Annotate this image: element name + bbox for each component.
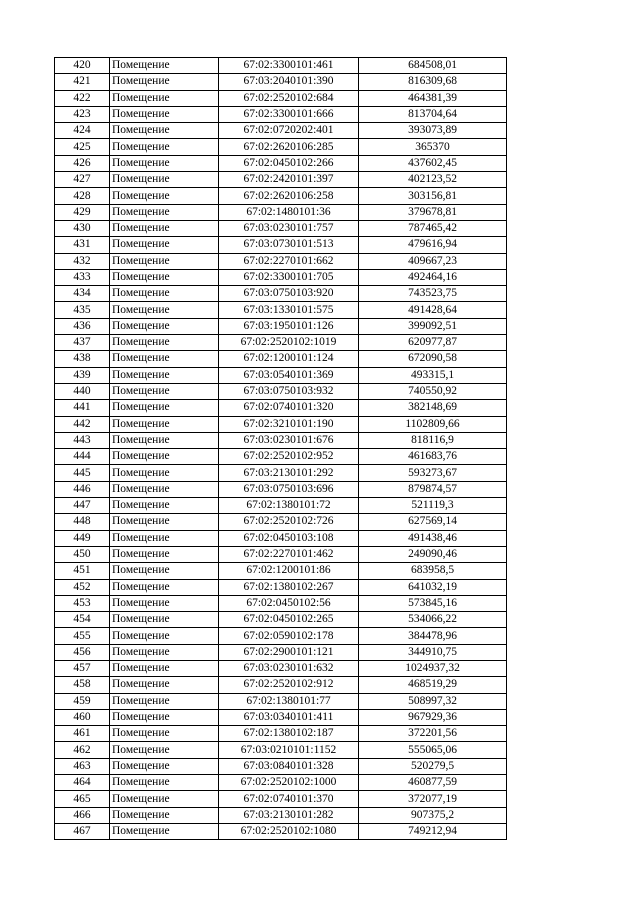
value-cell: 372201,56: [359, 726, 507, 742]
value-cell: 907375,2: [359, 807, 507, 823]
cadastral-number-cell: 67:02:3210101:190: [219, 416, 359, 432]
table-row: [55, 237, 507, 253]
cadastral-number-cell: 67:02:2520102:912: [219, 677, 359, 693]
cadastral-number-cell: 67:03:1330101:575: [219, 302, 359, 318]
value-cell: 555065,06: [359, 742, 507, 758]
table-row: [55, 595, 507, 611]
row-number-cell: 424: [55, 123, 110, 139]
object-type-cell: Помещение: [110, 775, 219, 791]
table-row: [55, 481, 507, 497]
row-number-cell: 464: [55, 775, 110, 791]
row-number-cell: 441: [55, 400, 110, 416]
value-cell: 384478,96: [359, 628, 507, 644]
row-number-cell: 463: [55, 758, 110, 774]
object-type-cell: Помещение: [110, 58, 219, 74]
row-number-cell: 458: [55, 677, 110, 693]
table-row: [55, 644, 507, 660]
value-cell: 461683,76: [359, 449, 507, 465]
value-cell: 534066,22: [359, 612, 507, 628]
object-type-cell: Помещение: [110, 237, 219, 253]
cadastral-number-cell: 67:02:0450103:108: [219, 530, 359, 546]
table-row: [55, 693, 507, 709]
cadastral-number-cell: 67:02:3300101:705: [219, 269, 359, 285]
cadastral-number-cell: 67:03:2130101:282: [219, 807, 359, 823]
table-row: [55, 220, 507, 236]
object-type-cell: Помещение: [110, 269, 219, 285]
object-type-cell: Помещение: [110, 546, 219, 562]
row-number-cell: 429: [55, 204, 110, 220]
value-cell: 818116,9: [359, 432, 507, 448]
row-number-cell: 451: [55, 563, 110, 579]
value-cell: 491438,46: [359, 530, 507, 546]
cadastral-number-cell: 67:02:2520102:1000: [219, 775, 359, 791]
table-row: [55, 416, 507, 432]
value-cell: 460877,59: [359, 775, 507, 791]
object-type-cell: Помещение: [110, 432, 219, 448]
value-cell: 520279,5: [359, 758, 507, 774]
object-type-cell: Помещение: [110, 612, 219, 628]
row-number-cell: 427: [55, 172, 110, 188]
object-type-cell: Помещение: [110, 628, 219, 644]
row-number-cell: 467: [55, 823, 110, 839]
registry-table: [54, 57, 507, 840]
value-cell: 816309,68: [359, 74, 507, 90]
value-cell: 303156,81: [359, 188, 507, 204]
value-cell: 641032,19: [359, 579, 507, 595]
object-type-cell: Помещение: [110, 90, 219, 106]
cadastral-number-cell: 67:02:2900101:121: [219, 644, 359, 660]
table-row: [55, 172, 507, 188]
object-type-cell: Помещение: [110, 481, 219, 497]
cadastral-number-cell: 67:02:2420101:397: [219, 172, 359, 188]
cadastral-number-cell: 67:02:2270101:462: [219, 546, 359, 562]
table-row: [55, 106, 507, 122]
value-cell: 1024937,32: [359, 660, 507, 676]
table-row: [55, 612, 507, 628]
cadastral-number-cell: 67:03:0840101:328: [219, 758, 359, 774]
object-type-cell: Помещение: [110, 563, 219, 579]
value-cell: 1102809,66: [359, 416, 507, 432]
row-number-cell: 444: [55, 449, 110, 465]
value-cell: 402123,52: [359, 172, 507, 188]
row-number-cell: 455: [55, 628, 110, 644]
value-cell: 627569,14: [359, 514, 507, 530]
cadastral-number-cell: 67:02:0740101:370: [219, 791, 359, 807]
cadastral-number-cell: 67:02:2270101:662: [219, 253, 359, 269]
registry-table-body: [55, 58, 507, 840]
value-cell: 468519,29: [359, 677, 507, 693]
row-number-cell: 428: [55, 188, 110, 204]
cadastral-number-cell: 67:02:2520102:952: [219, 449, 359, 465]
cadastral-number-cell: 67:02:1380102:267: [219, 579, 359, 595]
cadastral-number-cell: 67:02:2620106:285: [219, 139, 359, 155]
row-number-cell: 446: [55, 481, 110, 497]
table-row: [55, 449, 507, 465]
table-row: [55, 335, 507, 351]
value-cell: 491428,64: [359, 302, 507, 318]
cadastral-number-cell: 67:03:0540101:369: [219, 367, 359, 383]
table-row: [55, 351, 507, 367]
row-number-cell: 466: [55, 807, 110, 823]
value-cell: 683958,5: [359, 563, 507, 579]
cadastral-number-cell: 67:03:0210101:1152: [219, 742, 359, 758]
cadastral-number-cell: 67:02:2520102:1019: [219, 335, 359, 351]
object-type-cell: Помещение: [110, 579, 219, 595]
object-type-cell: Помещение: [110, 106, 219, 122]
cadastral-number-cell: 67:02:2520102:726: [219, 514, 359, 530]
value-cell: 464381,39: [359, 90, 507, 106]
value-cell: 409667,23: [359, 253, 507, 269]
cadastral-number-cell: 67:02:1480101:36: [219, 204, 359, 220]
row-number-cell: 461: [55, 726, 110, 742]
row-number-cell: 454: [55, 612, 110, 628]
row-number-cell: 430: [55, 220, 110, 236]
row-number-cell: 460: [55, 709, 110, 725]
cadastral-number-cell: 67:02:1380101:77: [219, 693, 359, 709]
object-type-cell: Помещение: [110, 335, 219, 351]
table-row: [55, 123, 507, 139]
object-type-cell: Помещение: [110, 367, 219, 383]
table-row: [55, 498, 507, 514]
row-number-cell: 453: [55, 595, 110, 611]
table-row: [55, 791, 507, 807]
value-cell: 249090,46: [359, 546, 507, 562]
object-type-cell: Помещение: [110, 709, 219, 725]
value-cell: 372077,19: [359, 791, 507, 807]
cadastral-number-cell: 67:02:3300101:666: [219, 106, 359, 122]
row-number-cell: 450: [55, 546, 110, 562]
table-row: [55, 74, 507, 90]
object-type-cell: Помещение: [110, 465, 219, 481]
table-row: [55, 432, 507, 448]
row-number-cell: 420: [55, 58, 110, 74]
cadastral-number-cell: 67:02:1200101:86: [219, 563, 359, 579]
object-type-cell: Помещение: [110, 400, 219, 416]
row-number-cell: 432: [55, 253, 110, 269]
row-number-cell: 421: [55, 74, 110, 90]
cadastral-number-cell: 67:03:0340101:411: [219, 709, 359, 725]
object-type-cell: Помещение: [110, 595, 219, 611]
table-row: [55, 465, 507, 481]
row-number-cell: 425: [55, 139, 110, 155]
object-type-cell: Помещение: [110, 172, 219, 188]
object-type-cell: Помещение: [110, 498, 219, 514]
object-type-cell: Помещение: [110, 823, 219, 839]
object-type-cell: Помещение: [110, 416, 219, 432]
row-number-cell: 442: [55, 416, 110, 432]
value-cell: 399092,51: [359, 318, 507, 334]
value-cell: 365370: [359, 139, 507, 155]
row-number-cell: 422: [55, 90, 110, 106]
row-number-cell: 445: [55, 465, 110, 481]
object-type-cell: Помещение: [110, 742, 219, 758]
object-type-cell: Помещение: [110, 677, 219, 693]
value-cell: 879874,57: [359, 481, 507, 497]
table-row: [55, 530, 507, 546]
row-number-cell: 452: [55, 579, 110, 595]
object-type-cell: Помещение: [110, 351, 219, 367]
cadastral-number-cell: 67:02:1380101:72: [219, 498, 359, 514]
value-cell: 492464,16: [359, 269, 507, 285]
table-row: [55, 742, 507, 758]
cadastral-number-cell: 67:03:2130101:292: [219, 465, 359, 481]
object-type-cell: Помещение: [110, 514, 219, 530]
cadastral-number-cell: 67:03:0750103:696: [219, 481, 359, 497]
value-cell: 787465,42: [359, 220, 507, 236]
object-type-cell: Помещение: [110, 74, 219, 90]
object-type-cell: Помещение: [110, 204, 219, 220]
value-cell: 813704,64: [359, 106, 507, 122]
table-row: [55, 383, 507, 399]
row-number-cell: 439: [55, 367, 110, 383]
table-row: [55, 269, 507, 285]
cadastral-number-cell: 67:03:0730101:513: [219, 237, 359, 253]
object-type-cell: Помещение: [110, 449, 219, 465]
object-type-cell: Помещение: [110, 530, 219, 546]
table-row: [55, 546, 507, 562]
cadastral-number-cell: 67:03:2040101:390: [219, 74, 359, 90]
object-type-cell: Помещение: [110, 253, 219, 269]
object-type-cell: Помещение: [110, 807, 219, 823]
value-cell: 393073,89: [359, 123, 507, 139]
table-row: [55, 188, 507, 204]
cadastral-number-cell: 67:03:0230101:632: [219, 660, 359, 676]
table-row: [55, 204, 507, 220]
row-number-cell: 459: [55, 693, 110, 709]
cadastral-number-cell: 67:02:0590102:178: [219, 628, 359, 644]
row-number-cell: 434: [55, 286, 110, 302]
value-cell: 620977,87: [359, 335, 507, 351]
table-row: [55, 90, 507, 106]
table-row: [55, 758, 507, 774]
table-row: [55, 58, 507, 74]
value-cell: 493315,1: [359, 367, 507, 383]
row-number-cell: 435: [55, 302, 110, 318]
table-row: [55, 563, 507, 579]
object-type-cell: Помещение: [110, 660, 219, 676]
cadastral-number-cell: 67:02:0450102:266: [219, 155, 359, 171]
object-type-cell: Помещение: [110, 123, 219, 139]
object-type-cell: Помещение: [110, 644, 219, 660]
cadastral-number-cell: 67:03:0230101:757: [219, 220, 359, 236]
object-type-cell: Помещение: [110, 693, 219, 709]
value-cell: 672090,58: [359, 351, 507, 367]
table-row: [55, 286, 507, 302]
value-cell: 684508,01: [359, 58, 507, 74]
value-cell: 573845,16: [359, 595, 507, 611]
object-type-cell: Помещение: [110, 758, 219, 774]
cadastral-number-cell: 67:02:0740101:320: [219, 400, 359, 416]
value-cell: 749212,94: [359, 823, 507, 839]
row-number-cell: 449: [55, 530, 110, 546]
cadastral-number-cell: 67:02:0720202:401: [219, 123, 359, 139]
cadastral-number-cell: 67:02:0450102:56: [219, 595, 359, 611]
table-row: [55, 155, 507, 171]
cadastral-number-cell: 67:02:1380102:187: [219, 726, 359, 742]
object-type-cell: Помещение: [110, 286, 219, 302]
value-cell: 743523,75: [359, 286, 507, 302]
row-number-cell: 436: [55, 318, 110, 334]
object-type-cell: Помещение: [110, 383, 219, 399]
table-row: [55, 400, 507, 416]
object-type-cell: Помещение: [110, 220, 219, 236]
row-number-cell: 447: [55, 498, 110, 514]
cadastral-number-cell: 67:02:3300101:461: [219, 58, 359, 74]
table-row: [55, 514, 507, 530]
value-cell: 967929,36: [359, 709, 507, 725]
row-number-cell: 433: [55, 269, 110, 285]
table-row: [55, 628, 507, 644]
value-cell: 382148,69: [359, 400, 507, 416]
value-cell: 379678,81: [359, 204, 507, 220]
table-row: [55, 709, 507, 725]
cadastral-number-cell: 67:03:0750103:920: [219, 286, 359, 302]
value-cell: 521119,3: [359, 498, 507, 514]
object-type-cell: Помещение: [110, 139, 219, 155]
row-number-cell: 426: [55, 155, 110, 171]
table-row: [55, 302, 507, 318]
table-row: [55, 660, 507, 676]
value-cell: 593273,67: [359, 465, 507, 481]
row-number-cell: 431: [55, 237, 110, 253]
object-type-cell: Помещение: [110, 318, 219, 334]
cadastral-number-cell: 67:02:2520102:684: [219, 90, 359, 106]
row-number-cell: 448: [55, 514, 110, 530]
row-number-cell: 423: [55, 106, 110, 122]
cadastral-number-cell: 67:02:2620106:258: [219, 188, 359, 204]
cadastral-number-cell: 67:03:0750103:932: [219, 383, 359, 399]
row-number-cell: 465: [55, 791, 110, 807]
table-row: [55, 677, 507, 693]
cadastral-number-cell: 67:03:0230101:676: [219, 432, 359, 448]
table-row: [55, 367, 507, 383]
object-type-cell: Помещение: [110, 302, 219, 318]
value-cell: 344910,75: [359, 644, 507, 660]
table-row: [55, 775, 507, 791]
cadastral-number-cell: 67:03:1950101:126: [219, 318, 359, 334]
table-row: [55, 579, 507, 595]
row-number-cell: 462: [55, 742, 110, 758]
row-number-cell: 437: [55, 335, 110, 351]
table-row: [55, 726, 507, 742]
cadastral-number-cell: 67:02:2520102:1080: [219, 823, 359, 839]
table-row: [55, 318, 507, 334]
table-row: [55, 253, 507, 269]
table-row: [55, 823, 507, 839]
table-row: [55, 139, 507, 155]
object-type-cell: Помещение: [110, 726, 219, 742]
object-type-cell: Помещение: [110, 155, 219, 171]
value-cell: 740550,92: [359, 383, 507, 399]
row-number-cell: 456: [55, 644, 110, 660]
row-number-cell: 438: [55, 351, 110, 367]
object-type-cell: Помещение: [110, 791, 219, 807]
table-row: [55, 807, 507, 823]
row-number-cell: 440: [55, 383, 110, 399]
row-number-cell: 457: [55, 660, 110, 676]
object-type-cell: Помещение: [110, 188, 219, 204]
row-number-cell: 443: [55, 432, 110, 448]
cadastral-number-cell: 67:02:0450102:265: [219, 612, 359, 628]
value-cell: 479616,94: [359, 237, 507, 253]
value-cell: 508997,32: [359, 693, 507, 709]
cadastral-number-cell: 67:02:1200101:124: [219, 351, 359, 367]
value-cell: 437602,45: [359, 155, 507, 171]
